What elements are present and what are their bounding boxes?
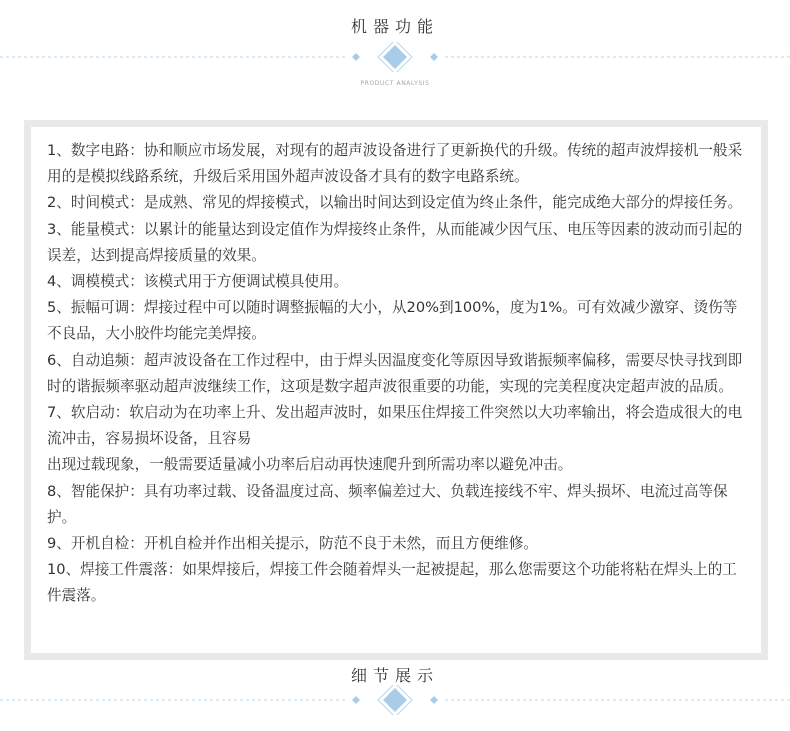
feature-item: 8、智能保护：具有功率过载、设备温度过高、频率偏差过大、负载连接线不牢、焊头损坏、电流过高等保护。: [47, 482, 728, 526]
feature-list-frame: [24, 120, 768, 660]
feature-item: 6、自动追频：超声波设备在工作过程中，由于焊头因温度变化等原因导致谐振频率偏移，需要尽快寻找到即时的谐振频率驱动超声波继续工作，这项是数字超声波很重要的功能，实现的完美程度决定超声波的品质。: [47, 351, 743, 395]
small-diamond-icon-left: [352, 53, 360, 61]
section-title: 细节展示: [350, 666, 439, 685]
small-diamond-icon-left: [352, 696, 360, 704]
section-header-detail-display: [0, 655, 790, 731]
feature-item: 5、振幅可调：焊接过程中可以随时调整振幅的大小，从20%到100%，度为1%。可有效减少激穿、烫伤等不良品，大小胶件均能完美焊接。: [47, 299, 738, 343]
feature-item: 9、开机自检：开机自检并作出相关提示，防范不良于未然，而且方便维修。: [47, 535, 538, 553]
section-subtitle: PRODUCT ANALYSIS: [360, 80, 430, 87]
feature-list: [31, 127, 761, 653]
feature-item: 2、时间模式：是成熟、常见的焊接模式，以输出时间达到设定值为终止条件，能完成绝大部分的焊接任务。: [47, 194, 743, 212]
feature-item: 7、软启动：软启动为在功率上升、发出超声波时，如果压住焊接工件突然以大功率输出，将会造成很大的电流冲击，容易损坏设备，且容易: [47, 404, 743, 448]
section-header-machine-functions: [0, 0, 790, 110]
ornament-divider: [0, 42, 790, 72]
ornament-divider: [0, 685, 790, 715]
section-title: 机器功能: [350, 17, 439, 36]
feature-item-continuation: 出现过载现象，一般需要适量减小功率后启动再快速爬升到所需功率以避免冲击。: [47, 456, 573, 474]
feature-item: 4、调模模式：该模式用于方便调试模具使用。: [47, 273, 349, 291]
small-diamond-icon-right: [430, 696, 438, 704]
feature-item: 10、焊接工件震落：如果焊接后，焊接工件会随着焊头一起被提起，那么您需要这个功能将粘在焊头上的工件震落。: [47, 561, 737, 605]
small-diamond-icon-right: [430, 53, 438, 61]
feature-item: 1、数字电路：协和顺应市场发展，对现有的超声波设备进行了更新换代的升级。传统的超声波焊接机一般采用的是模拟线路系统，升级后采用国外超声波设备才具有的数字电路系统。: [47, 142, 743, 186]
feature-item: 3、能量模式：以累计的能量达到设定值作为焊接终止条件，从而能减少因气压、电压等因素的波动而引起的误差，达到提高焊接质量的效果。: [47, 220, 743, 264]
